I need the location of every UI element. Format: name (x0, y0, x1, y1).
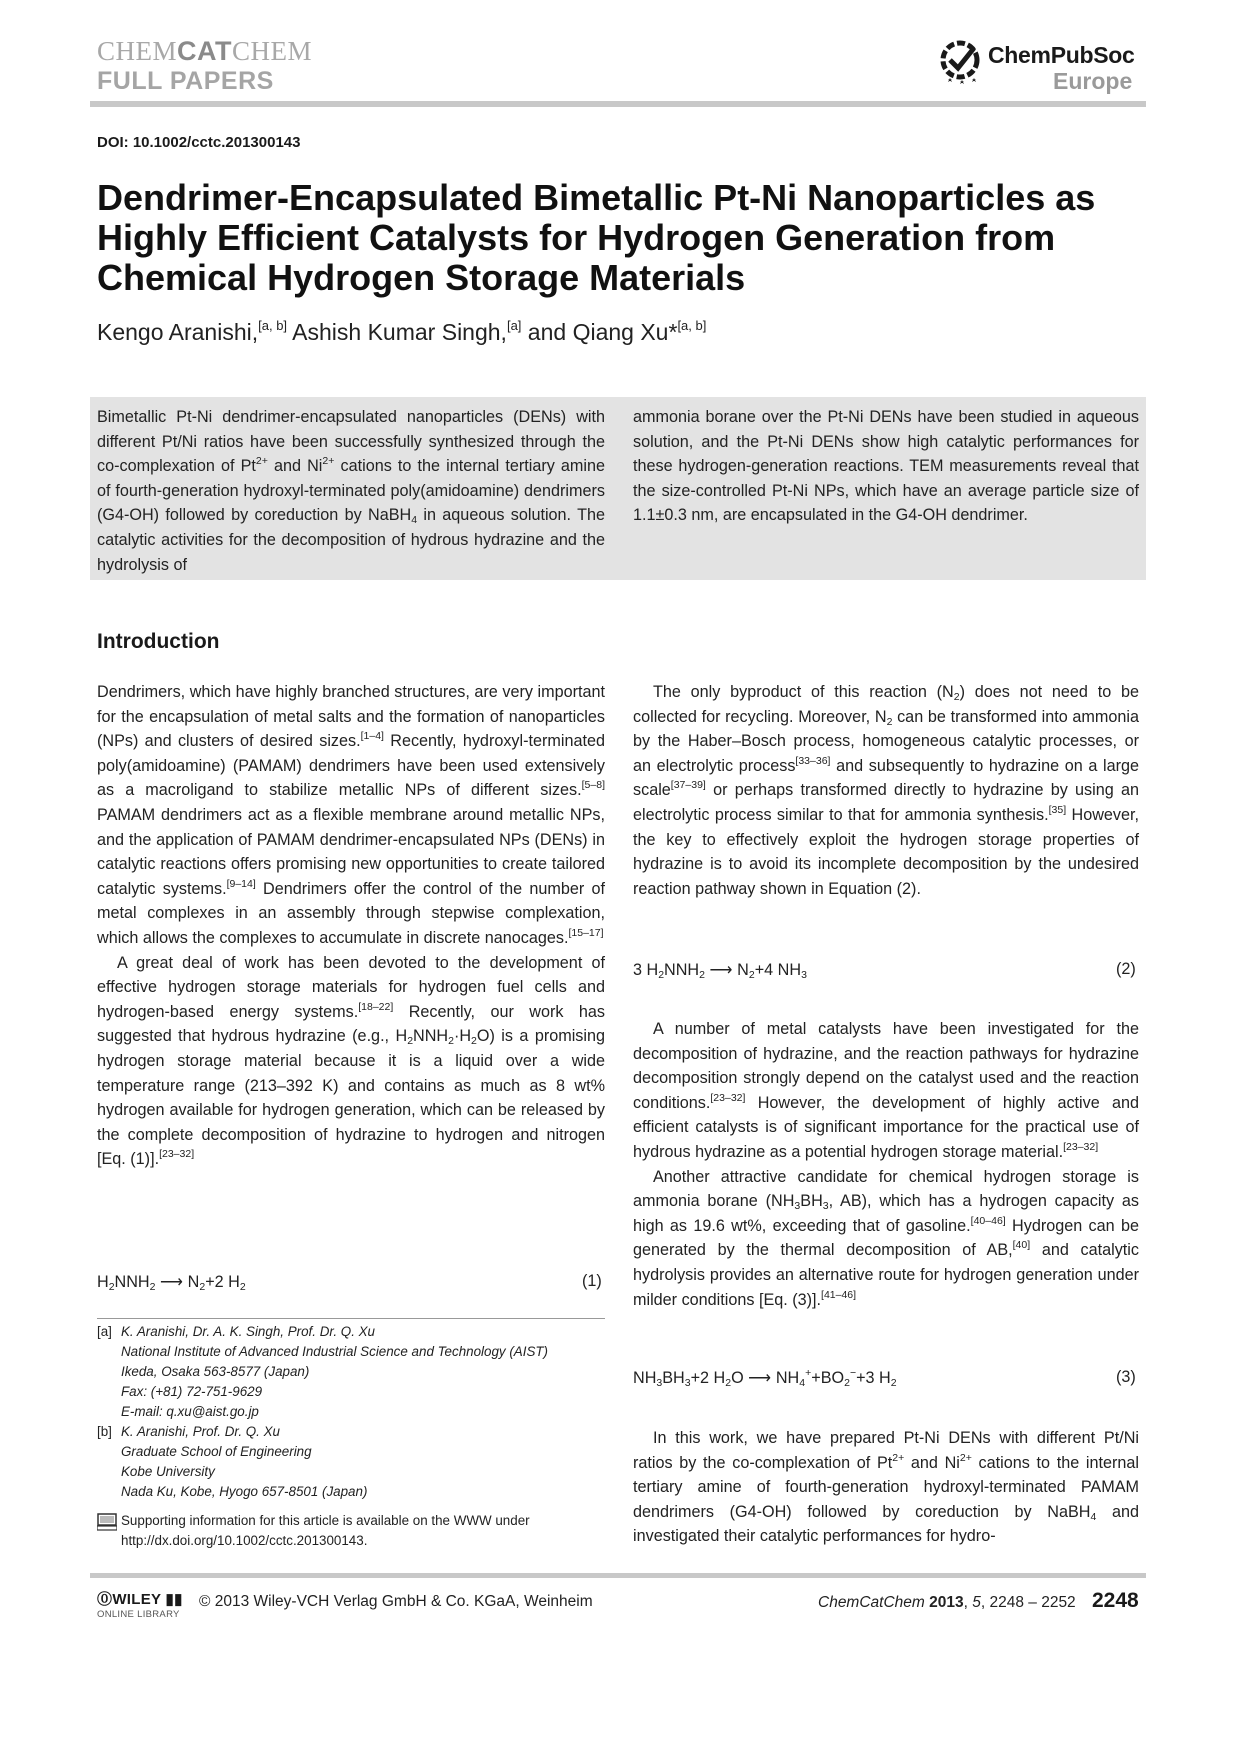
section-heading: Introduction (97, 630, 220, 653)
reference: [40] (1012, 1239, 1031, 1252)
subscript: 2 (844, 1377, 850, 1389)
reference: [15–17] (568, 926, 604, 939)
supporting-info-link[interactable]: http://dx.doi.org/10.1002/cctc.201300143. (121, 1533, 368, 1548)
author-name: and Qiang Xu* (521, 319, 678, 345)
equation-1 (97, 1272, 246, 1292)
author-affiliation: [a] (506, 318, 522, 333)
reference: [18–22] (358, 1000, 394, 1013)
subscript: 3 (684, 1377, 691, 1389)
subscript: 2 (725, 1377, 732, 1389)
reference: [33–36] (795, 754, 831, 767)
text: ·H (453, 1027, 472, 1046)
subscript: 2 (748, 969, 755, 981)
reference: [1–4] (360, 730, 384, 743)
author-affiliation: [a, b] (677, 318, 707, 333)
publisher-name: WILEY (112, 1591, 162, 1608)
copyright: © 2013 Wiley-VCH Verlag GmbH & Co. KGaA, Weinheim (199, 1593, 593, 1610)
reference: [23–32] (159, 1148, 195, 1161)
text: Another attractive candidate for chemical hydrogen storage is ammonia borane (NH (633, 1167, 1139, 1211)
wiley-emblem-icon: ⓪ (97, 1591, 113, 1608)
eq-text: +2 H (690, 1369, 726, 1387)
footnote-email: E-mail: q.xu@aist.go.jp (121, 1404, 259, 1419)
subscript: 2 (407, 1035, 414, 1048)
eq-text: H (97, 1273, 109, 1291)
text: The only byproduct of this reaction (N (653, 683, 954, 701)
publisher-logo (938, 38, 1148, 98)
subscript: 2 (890, 1377, 897, 1389)
journal-name-part: CHEM (232, 36, 313, 66)
subscript: 2 (886, 715, 893, 728)
equation-number: (2) (1116, 960, 1136, 978)
abstract-text: in aqueous solution. The catalytic activities for the decomposition of hydrous hydrazine and the hydrolysis of (97, 506, 605, 574)
paragraph (97, 680, 605, 951)
text: A great deal of work has been devoted to the development of effective hydrogen storage materials for hydrogen fuel cells and hydrogen-based energy systems. (97, 953, 605, 1021)
eq-text: ⟶ N (704, 961, 749, 979)
text: and catalytic hydrolysis provides an alternative route for hydrogen generation under milder conditions [Eq. (3)]. (633, 1241, 1139, 1309)
publisher-name: ChemPubSoc (988, 42, 1135, 68)
author-name: Ashish Kumar Singh, (287, 319, 507, 345)
eq-text: 3 H (633, 961, 659, 979)
footnote-tag: [b] (97, 1424, 112, 1439)
abstract-right: ammonia borane over the Pt-Ni DENs have been studied in aqueous solution, and the Pt-Ni DENs show high catalytic performances for these hydrogen-generation reactions. TEM measurements reveal that the size-controlled Pt-Ni NPs, which have an average particle size of 1.1±0.3 nm, are encapsulated in the G4-OH dendrimer. (633, 408, 1139, 525)
subscript: 2 (199, 1281, 206, 1293)
journal-name-part: CHEM (97, 36, 178, 66)
subscript: 2 (108, 1281, 115, 1293)
footnote-text (121, 1422, 601, 1502)
paragraph (633, 1017, 1139, 1165)
text: and investigated their catalytic performances for hydro- (633, 1502, 1140, 1546)
reference: [23–32] (1063, 1140, 1099, 1153)
reference: [40–46] (970, 1214, 1006, 1227)
subscript: 2 (149, 1281, 156, 1293)
article-type: FULL PAPERS (97, 67, 274, 95)
footnote-line: Nada Ku, Kobe, Hyogo 657-8501 (Japan) (121, 1484, 368, 1499)
footer-rule (90, 1573, 1146, 1578)
text: , AB), which has a hydrogen capacity as high as 19.6 wt%, exceeding that of gasoline. (633, 1192, 1139, 1235)
text: can be transformed into ammonia by the Haber–Bosch process, homogeneous catalytic processes, or an electrolytic process (633, 707, 1139, 775)
journal-volume: 5 (972, 1594, 981, 1611)
body-right-column (633, 680, 1139, 901)
text: Hydrogen can be generated by the thermal decomposition of AB, (633, 1216, 1139, 1260)
eq-text: O ⟶ NH (731, 1369, 800, 1387)
computer-icon (97, 1513, 117, 1531)
text: and Ni (904, 1453, 960, 1472)
footnote-text (121, 1322, 601, 1422)
eq-text: NH (633, 1369, 657, 1387)
subscript: 2 (448, 1035, 454, 1048)
paragraph (97, 951, 605, 1172)
text: In this work, we have prepared Pt-Ni DENs with different Pt/Ni ratios by the co-complexation of Pt (633, 1429, 1139, 1472)
footnote-line: Ikeda, Osaka 563-8577 (Japan) (121, 1364, 310, 1379)
subscript: 3 (801, 969, 807, 981)
abstract-text: cations to the internal tertiary amine of fourth-generation hydroxyl-terminated poly(amidoamine) dendrimers (G4-OH) followed by coreduction by NaBH (97, 457, 606, 525)
wiley-wordmark (97, 1588, 183, 1609)
library-icon: ▮▮ (161, 1591, 183, 1608)
superscript: + (805, 1367, 812, 1379)
subscript: 3 (794, 1200, 801, 1213)
publisher-region: Europe (1053, 68, 1133, 94)
text: However, the development of highly active and efficient catalysts is of significant importance for the practical use of hydrous hydrazine as a potential hydrogen storage material. (633, 1093, 1139, 1161)
author-name: Kengo Aranishi, (97, 319, 259, 345)
subscript: 2 (239, 1281, 246, 1293)
wiley-logo (97, 1588, 183, 1620)
eq-text: +3 H (856, 1369, 891, 1387)
reference: [9–14] (226, 877, 256, 890)
subscript: 4 (1090, 1510, 1097, 1523)
journal-name-bold: CAT (177, 36, 233, 66)
author-list (97, 318, 706, 346)
wiley-library: ONLINE LIBRARY (97, 1609, 180, 1620)
footnote-line: National Institute of Advanced Industrial Science and Technology (AIST) (121, 1344, 549, 1359)
abstract-left (97, 405, 605, 577)
subscript: 4 (799, 1377, 806, 1389)
footnote-rule (97, 1318, 605, 1319)
eq-text: NNH (114, 1273, 150, 1291)
footnote-tag: [a] (97, 1324, 112, 1339)
equation-number: (1) (582, 1272, 602, 1290)
supporting-info-line: Supporting information for this article is available on the WWW under (121, 1513, 530, 1528)
equation-number: (3) (1116, 1368, 1136, 1386)
footnote-line: Fax: (+81) 72-751-9629 (121, 1384, 263, 1399)
superscript: − (849, 1367, 857, 1379)
body-right-column-end (633, 1426, 1139, 1549)
text: and subsequently to hydrazine on a large scale (633, 756, 1139, 800)
eq-text: BH (662, 1369, 685, 1387)
equation-2 (633, 960, 807, 980)
footnote-line: K. Aranishi, Prof. Dr. Q. Xu (121, 1424, 281, 1439)
equation-3 (633, 1368, 897, 1388)
paragraph (633, 1165, 1139, 1313)
supporting-info-text (121, 1511, 601, 1551)
chempubsoc-seal-icon (938, 38, 986, 88)
subscript: 3 (656, 1377, 663, 1389)
author-affiliation: [a, b] (258, 318, 288, 333)
text: Dendrimers, which have highly branched structures, are very important for the encapsulation of metal salts and the formation of nanoparticles (NPs) and clusters of desired sizes. (97, 683, 605, 751)
subscript: 4 (411, 514, 418, 527)
text: O) is a promising hydrogen storage material because it is a liquid over a wide temperature range (213–392 K) and contains as much as 8 wt% hydrogen available for hydrogen generation, which can be released by the complete decomposition of hydrazine to hydrogen and nitrogen [Eq. (1)]. (97, 1027, 606, 1169)
text: ) does not need to be collected for recycling. Moreover, N (633, 683, 1139, 726)
abstract-text: Bimetallic Pt-Ni dendrimer-encapsulated nanoparticles (DENs) with different Pt/Ni ratios have been successfully synthesized through the co-complexation of Pt (97, 408, 605, 476)
journal-citation: ChemCatChem 2013, 5, 2248 – 2252 (818, 1594, 1076, 1611)
eq-text: NNH (664, 961, 700, 979)
footnote-line: Kobe University (121, 1464, 215, 1479)
superscript: 2+ (255, 455, 268, 468)
subscript: 2 (699, 969, 705, 981)
reference: [37–39] (670, 779, 706, 792)
eq-text: ⟶ N (155, 1273, 200, 1291)
footnote-line: K. Aranishi, Dr. A. K. Singh, Prof. Dr. Q. Xu (121, 1324, 376, 1339)
body-right-column-cont (633, 1017, 1139, 1312)
footnote-line: Graduate School of Engineering (121, 1444, 312, 1459)
text: cations to the internal tertiary amine of fourth-generation hydroxyl-terminated PAMAM dendrimers (G4-OH) followed by coreduction by NaBH (633, 1453, 1139, 1521)
superscript: 2+ (322, 455, 335, 468)
superscript: 2+ (959, 1451, 972, 1464)
text: A number of metal catalysts have been investigated for the decomposition of hydrazine, and the reaction pathways for hydrazine decomposition strongly depend on the catalyst used and the reaction conditions. (633, 1020, 1139, 1112)
reference: [41–46] (821, 1288, 857, 1301)
subscript: 3 (822, 1200, 829, 1213)
header-rule (90, 101, 1146, 107)
body-left-column (97, 680, 605, 1172)
article-title: Dendrimer-Encapsulated Bimetallic Pt-Ni Nanoparticles as Highly Efficient Catalysts for Hydrogen Generation from Chemical Hydrogen Storage Materials (97, 177, 1096, 298)
subscript: 2 (471, 1035, 477, 1048)
journal-title: ChemCatChem (818, 1594, 925, 1611)
doi: DOI: 10.1002/cctc.201300143 (97, 134, 301, 151)
reference: [35] (1048, 803, 1067, 816)
page-number: 2248 (1092, 1589, 1139, 1612)
journal-name (97, 36, 312, 66)
reference: [5–8] (581, 779, 605, 792)
text: Recently, our work has suggested that hydrous hydrazine (e.g., H (97, 1002, 605, 1046)
text: NNH (413, 1027, 449, 1046)
text: PAMAM dendrimers act as a flexible membrane around metallic NPs, and the application of PAMAM dendrimer-encapsulated NPs (DENs) in catalytic reactions offers promising new opportunities to create tailored catalytic systems. (97, 805, 605, 898)
journal-year: 2013 (929, 1594, 964, 1611)
text: or perhaps transformed directly to hydrazine by using an electrolytic process similar to that for ammonia synthesis. (633, 781, 1139, 824)
text: Recently, hydroxyl-terminated poly(amidoamine) (PAMAM) dendrimers have been used extensively as a macroligand to stabilize metallic NPs of different sizes. (97, 732, 605, 800)
text: However, the key to effectively exploit the hydrogen storage properties of hydrazine is to avoid its incomplete decomposition by the undesired reaction pathway shown in Equation (2). (633, 805, 1139, 898)
paragraph (633, 1426, 1139, 1549)
subscript: 2 (953, 691, 960, 703)
journal-pages: 2248 – 2252 (989, 1594, 1076, 1611)
superscript: 2+ (892, 1451, 905, 1464)
text: Dendrimers offer the control of the number of metal complexes in an assembly through stepwise complexation, which allows the complexes to accumulate in discrete nanocages. (97, 879, 605, 947)
text: BH (800, 1192, 823, 1211)
paragraph (633, 680, 1139, 901)
eq-text: +4 NH (754, 961, 802, 979)
reference: [23–32] (710, 1091, 746, 1104)
eq-text: +BO (811, 1369, 845, 1387)
subscript: 2 (658, 969, 665, 981)
abstract-text: and Ni (267, 457, 323, 476)
eq-text: +2 H (205, 1273, 240, 1291)
